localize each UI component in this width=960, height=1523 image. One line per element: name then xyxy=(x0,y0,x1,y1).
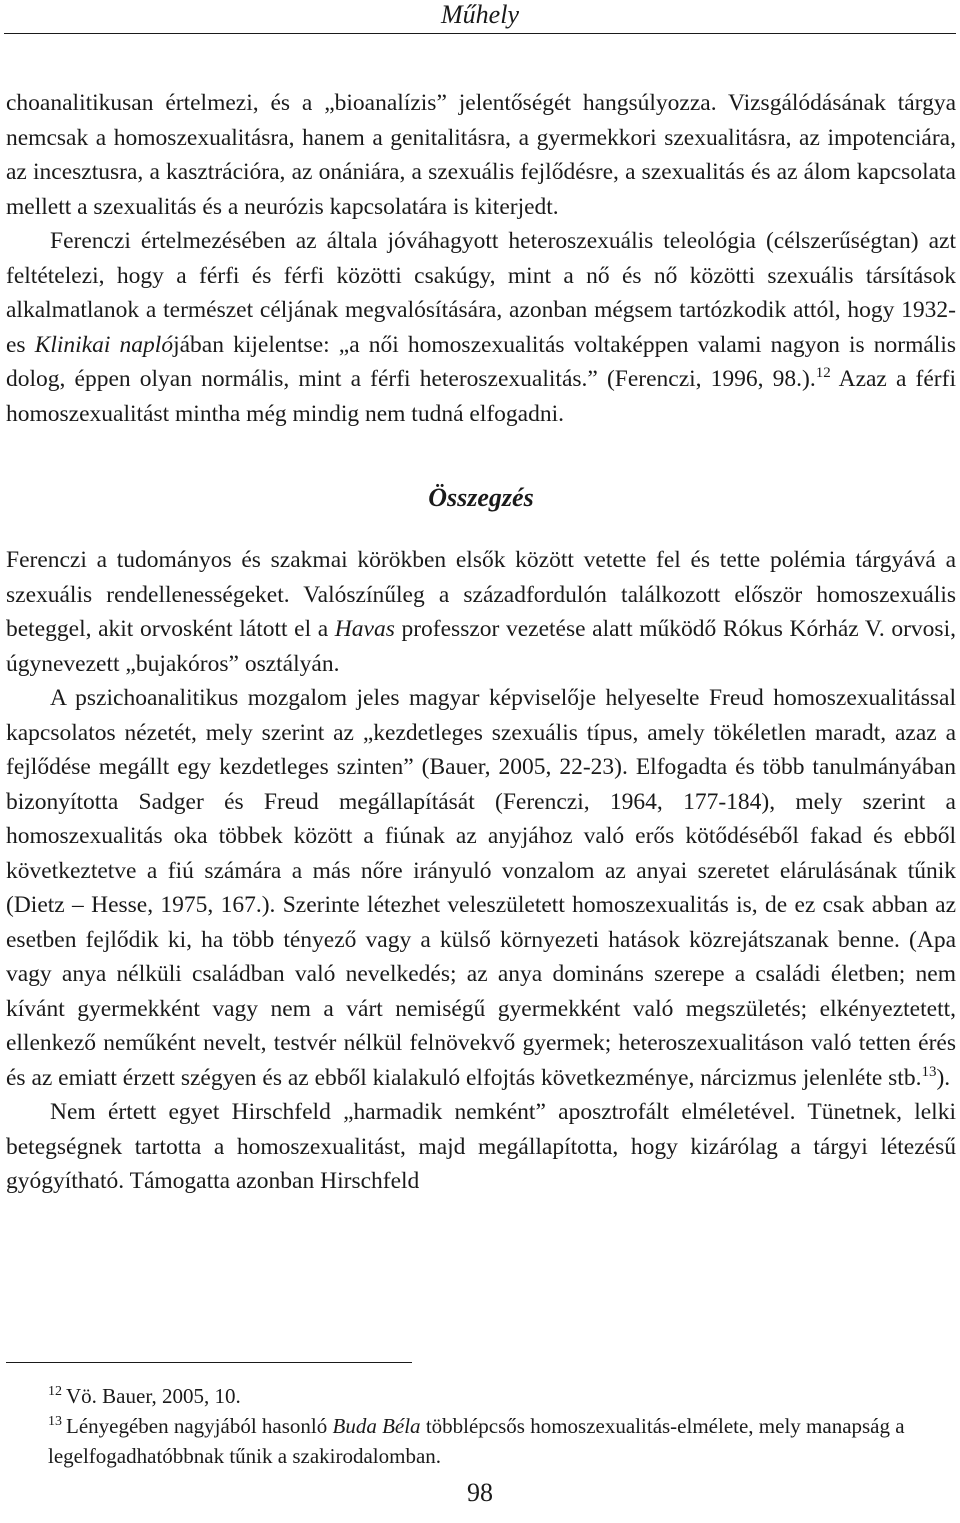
paragraph-summary-intro xyxy=(6,543,956,681)
paragraph-teleology xyxy=(6,224,956,431)
footnote-number: 12 xyxy=(48,1384,62,1399)
paragraph-text: A pszichoanalitikus mozgalom jeles magyar képviselője helyeselte Freud homoszexualitással kapcsolatos nézetét, mely szerint az „kezdetleges szexuális típus, amely tökéletlen maradt, azaz a fejlődése megállt egy kezdetleges szinten” (Bauer, 2005, 22-23). Elfogadta és több tanulmányában bizonyította Sadger és Freud megállapítását (Ferenczi, 1964, 177-184), mely szerint a homoszexualitás oka többek között a fiúnak az anyjához való erős kötődéséből fakad és ebből következtetve a fiú számára a más nőre irányuló vonzalom az anyai szeretet elárulásának tűnik (Dietz – Hesse, 1975, 167.). Szerinte létezhet veleszületett homoszexualitás is, de ez csak abban az esetben fejlődik ki, ha több tényező vagy a külső környezeti hatások közrejátszanak benne. (Apa vagy anya nélküli családban való nevelkedés; az anya domináns szerepe a családi életben; nem kívánt gyermekként vagy nem a várt nemiségű gyermekként való megszületés; elkényeztetett, ellenkező neműként nevelt, testvér nélkül felnövekvő gyermek; heteroszexualitáson való tetten érés és az emiatt érzett szégyen és az ebből kialakuló elfojtás következménye, nárcizmus jelenléte stb. xyxy=(6,685,956,1091)
footnote-text: Lényegében nagyjából hasonló xyxy=(66,1414,333,1438)
person-name: Buda Béla xyxy=(332,1414,421,1438)
person-name: Havas xyxy=(334,616,395,642)
footnote-number: 13 xyxy=(48,1414,62,1429)
book-title: Klinikai napló xyxy=(34,331,174,358)
paragraph-text: Ferenczi értelmezésében az általa jóváhagyott heteroszexuális teleológia (célszerűségtan) azt feltételezi, hogy a férfi és férfi közötti csakúgy, mint a nő és nő közötti szexuális társítások alkalmatlanok a természet céljának megvalósítására, azonban mégsem tartózkodik attól, hogy 1932-es xyxy=(6,228,956,358)
paragraph-hirschfeld: Nem értett egyet Hirschfeld „harmadik nemként” aposztrofált elméletével. Tünetnek, lelki betegségnek tartotta a homoszexualitást, majd megállapította, hogy kizárólag a tárgyi létezésű gyógyítható. Támogatta azonban Hirschfeld xyxy=(6,1099,956,1194)
paragraph-text: Ferenczi a tudományos és szakmai körökben elsők között vetette fel és tette polémia tárgyává a szexuális rendellenességeket. Valószínűleg a századfordulón találkozott először homoszexuális beteggel, akit orvosként látott el a xyxy=(6,547,956,642)
footnote-rule xyxy=(6,1362,412,1363)
paragraph-text: professzor vezetése alatt működő Rókus Kórház V. orvosi, úgynevezett „bujakóros” osztályán. xyxy=(6,616,956,677)
paragraph-freud xyxy=(6,681,956,1095)
footnote-12 xyxy=(6,1381,956,1411)
paragraph-text: ). xyxy=(936,1064,951,1091)
main-text xyxy=(6,86,956,1199)
section-heading: Összegzés xyxy=(428,483,534,512)
paragraph-text: Azaz a férfi homoszexualitást mintha még mindig nem tudná elfogadni. xyxy=(6,366,956,427)
footnote-ref-13[interactable]: 13 xyxy=(921,1063,937,1080)
footnote-13 xyxy=(6,1411,956,1471)
footnote-text: többlépcsős homoszexualitás-elmélete, mely manapság a legelfogadhatóbbnak tűnik a szakirodalomban. xyxy=(48,1414,905,1468)
footnote-text: Vö. Bauer, 2005, 10. xyxy=(66,1384,241,1408)
footnotes xyxy=(6,1381,956,1471)
page-number: 98 xyxy=(467,1478,493,1507)
header-rule xyxy=(4,33,956,34)
footnote-ref-12[interactable]: 12 xyxy=(815,365,831,381)
running-head: Műhely xyxy=(441,0,519,29)
paragraph-text: jában kijelentse: „a női homoszexualitás voltaképpen valami nagyon is normális dolog, éppen olyan normális, mint a férfi heteroszexualitás.” (Ferenczi, 1996, 98.). xyxy=(6,331,957,392)
paragraph-continuation: choanalitikusan értelmezi, és a „bioanalízis” jelentőségét hangsúlyozza. Vizsgálódásának tárgya nemcsak a homoszexualitásra, hanem a genitalitásra, a gyermekkori szexualitásra, az impotenciára, az incesztusra, a kasztrációra, az onániára, a szexuális fejlődésre, a szexualitás és az álom kapcsolata mellett a szexualitás és a neurózis kapcsolatára is kiterjedt. xyxy=(6,90,956,220)
